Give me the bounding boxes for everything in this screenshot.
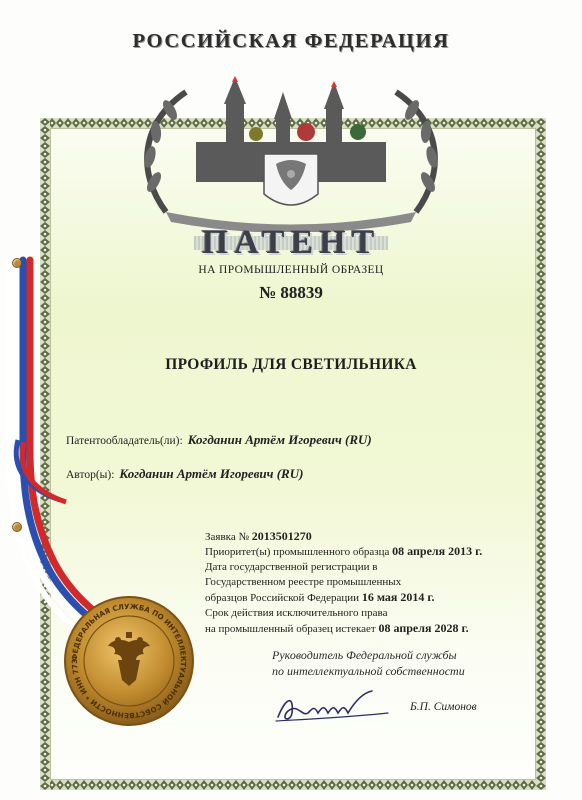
registration-line-1: Дата государственной регистрации в (205, 561, 378, 573)
holder-value: Когданин Артём Игоревич (RU) (187, 432, 372, 447)
registration-line-3 (205, 589, 435, 607)
expiry-date: 08 апреля 2028 г. (378, 621, 469, 635)
handwritten-signature (272, 683, 392, 729)
industrial-design-name: ПРОФИЛЬ ДЛЯ СВЕТИЛЬНИКА (165, 356, 417, 373)
registration-date: 16 мая 2014 г. (361, 590, 435, 604)
kremlin-wreath-emblem (126, 62, 456, 232)
svg-text:ФЕДЕРАЛЬНАЯ СЛУЖБА ПО ИНТЕЛЛЕК: ФЕДЕРАЛЬНАЯ СЛУЖБА ПО ИНТЕЛЛЕКТУАЛЬНОЙ СОБСТВЕННОСТИ * ИНН 773 (69, 601, 189, 721)
registration-label: образцов Российской Федерации (205, 592, 360, 604)
signer-name: Б.П. Симонов (410, 701, 477, 713)
binding-grommet-top (12, 258, 22, 268)
ornamental-border-bottom (40, 780, 546, 790)
binding-grommet-bottom (12, 522, 22, 532)
term-label: на промышленный образец истекает (205, 623, 376, 635)
priority-label: Приоритет(ы) промышленного образца (205, 546, 390, 558)
document-title: ПАТЕНТ (201, 224, 381, 261)
document-subtitle: НА ПРОМЫШЛЕННЫЙ ОБРАЗЕЦ (198, 264, 384, 276)
application-number: 2013501270 (251, 529, 312, 543)
priority-date: 08 апреля 2013 г. (392, 544, 483, 558)
signatory-title-line-1: Руководитель Федеральной службы (272, 648, 457, 662)
term-line-2 (205, 620, 469, 638)
author-value: Когданин Артём Игоревич (RU) (119, 466, 304, 481)
author-label: Автор(ы): (66, 469, 115, 481)
registration-line-2: Государственном реестре промышленных (205, 576, 402, 588)
holder-label: Патентообладатель(ли): (66, 435, 183, 447)
official-wax-seal (62, 594, 196, 728)
term-line-1: Срок действия исключительного права (205, 607, 388, 619)
patent-number: № 88839 (259, 283, 323, 302)
signatory-title-line-2: по интеллектуальной собственности (272, 664, 465, 678)
application-label: Заявка № (205, 531, 249, 543)
ornamental-border-right (536, 118, 546, 790)
priority-line (205, 543, 482, 561)
country-heading: РОССИЙСКАЯ ФЕДЕРАЦИЯ (132, 30, 450, 52)
